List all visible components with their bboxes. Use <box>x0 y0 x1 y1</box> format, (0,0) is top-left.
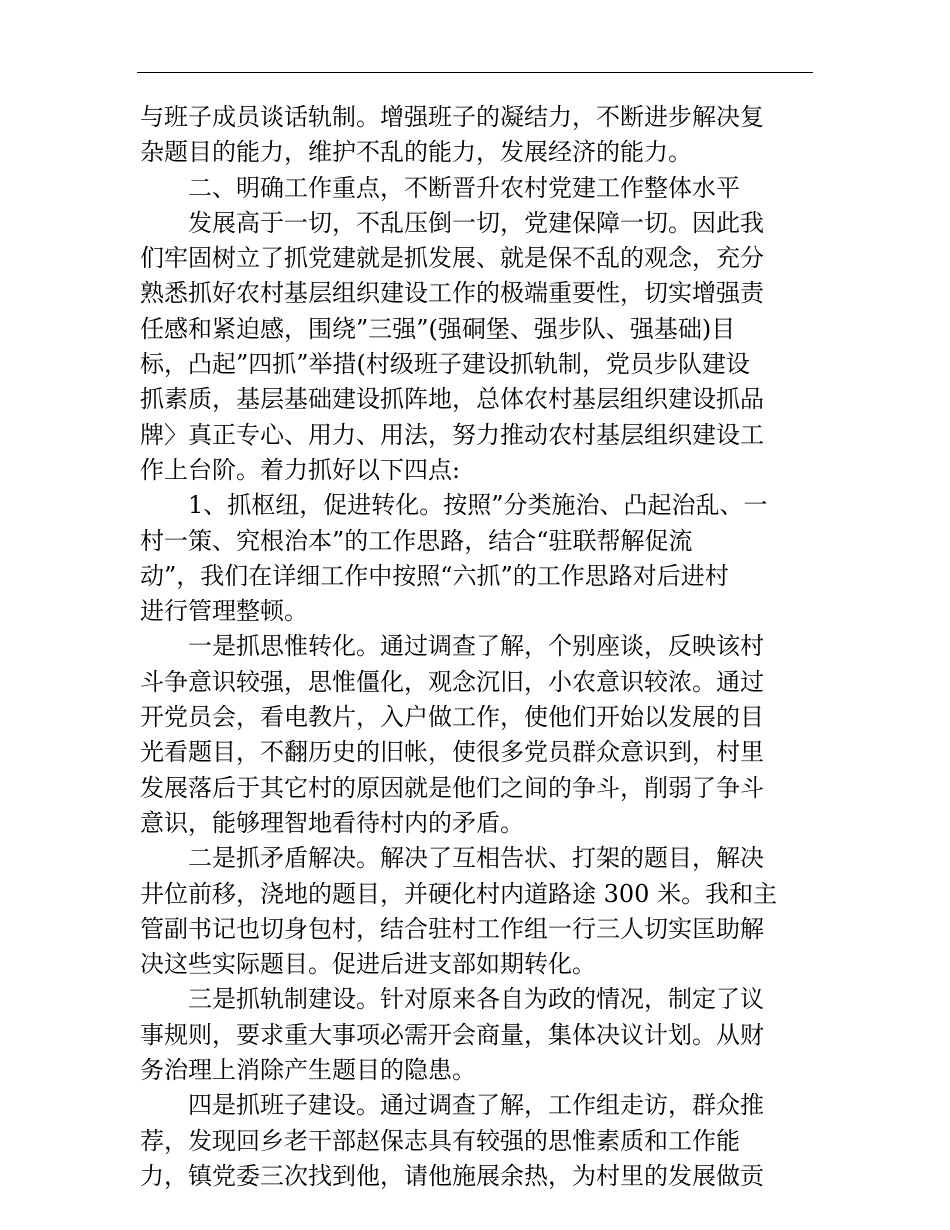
text-line: 二、明确工作重点，不断晋升农村党建工作整体水平 <box>188 173 740 202</box>
text-line: 与班子成员谈话轨制。增强班子的凝结力，不断进步解决复 <box>140 103 764 131</box>
text-line: 杂题目的能力，维护不乱的能力，发展经济的能力。 <box>140 138 692 167</box>
text-line: 村一策、究根治本”的工作思路，结合“驻联帮解促流 <box>140 526 693 555</box>
text-line: 标，凸起”四抓”举措(村级班子建设抓轨制，党员步队建设 <box>140 350 750 379</box>
text-line: 动”，我们在详细工作中按照“六抓”的工作思路对后进村 <box>140 561 729 590</box>
text-line: 发展高于一切，不乱压倒一切，党建保障一切。因此我 <box>188 208 764 237</box>
text-line: 们牢固树立了抓党建就是抓发展、就是保不乱的观念，充分 <box>140 244 764 273</box>
header-rule <box>137 72 813 73</box>
text-line: 二是抓矛盾解决。解决了互相告状、打架的题目，解决 <box>188 844 764 873</box>
text-line: 力，镇党委三次找到他，请他施展余热，为村里的发展做贡 <box>140 1161 764 1190</box>
text-line: 事规则，要求重大事项必需开会商量，集体决议计划。从财 <box>140 1020 764 1049</box>
text-line: 荐，发现回乡老干部赵保志具有较强的思惟素质和工作能 <box>140 1126 740 1155</box>
text-line: 作上台阶。着力抓好以下四点: <box>140 455 461 484</box>
text-line: 三是抓轨制建设。针对原来各自为政的情况，制定了议 <box>188 985 764 1014</box>
text-line: 井位前移，浇地的题目，并硬化村内道路途 300 米。我和主 <box>140 879 778 908</box>
text-line: 牌〉真正专心、用力、用法，努力推动农村基层组织建设工 <box>140 420 764 449</box>
text-line: 一是抓思惟转化。通过调查了解，个别座谈，反映该村 <box>188 632 764 661</box>
text-line: 四是抓班子建设。通过调查了解，工作组走访，群众推 <box>188 1091 764 1120</box>
text-line: 斗争意识较强，思惟僵化，观念沉旧，小农意识较浓。通过 <box>140 667 764 696</box>
text-line: 光看题目，不翻历史的旧帐，使很多党员群众意识到，村里 <box>140 738 764 767</box>
text-line: 1、抓枢纽，促进转化。按照”分类施治、凸起治乱、一 <box>188 491 768 520</box>
text-line: 发展落后于其它村的原因就是他们之间的争斗，削弱了争斗 <box>140 773 764 802</box>
text-line: 熟悉抓好农村基层组织建设工作的极端重要性，切实增强责 <box>140 279 764 308</box>
text-line: 进行管理整顿。 <box>140 597 308 626</box>
text-line: 务治理上消除产生题目的隐患。 <box>140 1056 476 1085</box>
body-text <box>140 100 800 1194</box>
text-line: 管副书记也切身包村，结合驻村工作组一行三人切实匡助解 <box>140 914 764 943</box>
text-line: 任感和紧迫感，围绕”三强”(强硐堡、强步队、强基础)目 <box>140 314 736 343</box>
text-line: 开党员会，看电教片，入户做工作，使他们开始以发展的目 <box>140 703 764 732</box>
text-line: 抓素质，基层基础建设抓阵地，总体农村基层组织建设抓品 <box>140 385 764 414</box>
text-line: 决这些实际题目。促进后进支部如期转化。 <box>140 950 596 979</box>
text-line: 意识，能够理智地看待村内的矛盾。 <box>140 808 524 837</box>
